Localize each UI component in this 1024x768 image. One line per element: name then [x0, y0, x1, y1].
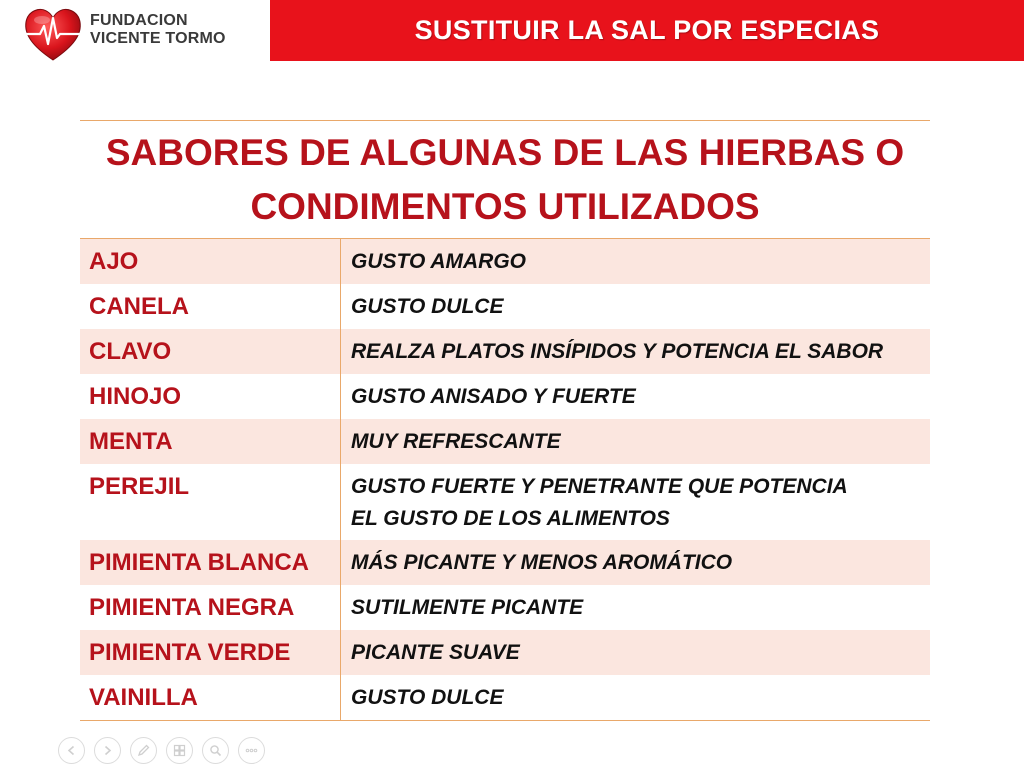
slideshow-toolbar — [58, 737, 265, 765]
pen-icon[interactable] — [130, 737, 157, 764]
spice-desc: REALZA PLATOS INSÍPIDOS Y POTENCIA EL SABOR — [351, 340, 884, 363]
logo-line2: VICENTE TORMO — [90, 30, 226, 47]
table-row — [80, 419, 930, 464]
spice-desc: GUSTO DULCE — [351, 686, 504, 709]
table-row — [80, 284, 930, 329]
spice-desc: MUY REFRESCANTE — [351, 430, 561, 453]
zoom-icon[interactable] — [202, 737, 229, 764]
spice-name: MENTA — [80, 419, 341, 464]
table-row — [80, 374, 930, 419]
header-banner — [270, 0, 1024, 61]
spice-name: HINOJO — [80, 374, 341, 419]
spice-desc-line2: EL GUSTO DE LOS ALIMENTOS — [351, 507, 670, 530]
slides-icon[interactable] — [166, 737, 193, 764]
spice-desc: GUSTO ANISADO Y FUERTE — [351, 385, 636, 408]
table-title — [80, 121, 930, 239]
logo-text — [90, 12, 226, 48]
spice-name: PEREJIL — [80, 464, 341, 540]
more-icon[interactable] — [238, 737, 265, 764]
spice-name: CLAVO — [80, 329, 341, 374]
spice-desc: GUSTO AMARGO — [351, 250, 527, 273]
page-title: SUSTITUIR LA SAL POR ESPECIAS — [414, 15, 880, 45]
logo-line1: FUNDACION — [90, 12, 188, 29]
spice-desc: PICANTE SUAVE — [351, 641, 520, 664]
spice-name: PIMIENTA VERDE — [80, 630, 341, 675]
spices-table — [80, 120, 930, 721]
spice-name: PIMIENTA NEGRA — [80, 585, 341, 630]
heart-ecg-icon — [22, 4, 84, 64]
table-row — [80, 630, 930, 675]
next-icon[interactable] — [94, 737, 121, 764]
table-row — [80, 239, 930, 284]
table-row — [80, 329, 930, 374]
prev-icon[interactable] — [58, 737, 85, 764]
table-row — [80, 464, 930, 540]
spice-desc: SUTILMENTE PICANTE — [351, 596, 584, 619]
table-row — [80, 540, 930, 585]
spice-desc: MÁS PICANTE Y MENOS AROMÁTICO — [351, 551, 733, 574]
table-title-line1: SABORES DE ALGUNAS DE LAS HIERBAS O — [105, 132, 905, 173]
table-title-line2: CONDIMENTOS UTILIZADOS — [250, 186, 760, 227]
spice-name: VAINILLA — [80, 675, 341, 720]
spice-name: PIMIENTA BLANCA — [80, 540, 341, 585]
spice-desc — [341, 464, 930, 540]
spice-name: AJO — [80, 239, 341, 284]
logo — [22, 4, 272, 64]
spice-desc-line1: GUSTO FUERTE Y PENETRANTE QUE POTENCIA — [351, 475, 848, 498]
table-row — [80, 585, 930, 630]
table-bottom-border — [80, 720, 930, 721]
spice-name: CANELA — [80, 284, 341, 329]
spice-desc: GUSTO DULCE — [351, 295, 504, 318]
table-row — [80, 675, 930, 720]
